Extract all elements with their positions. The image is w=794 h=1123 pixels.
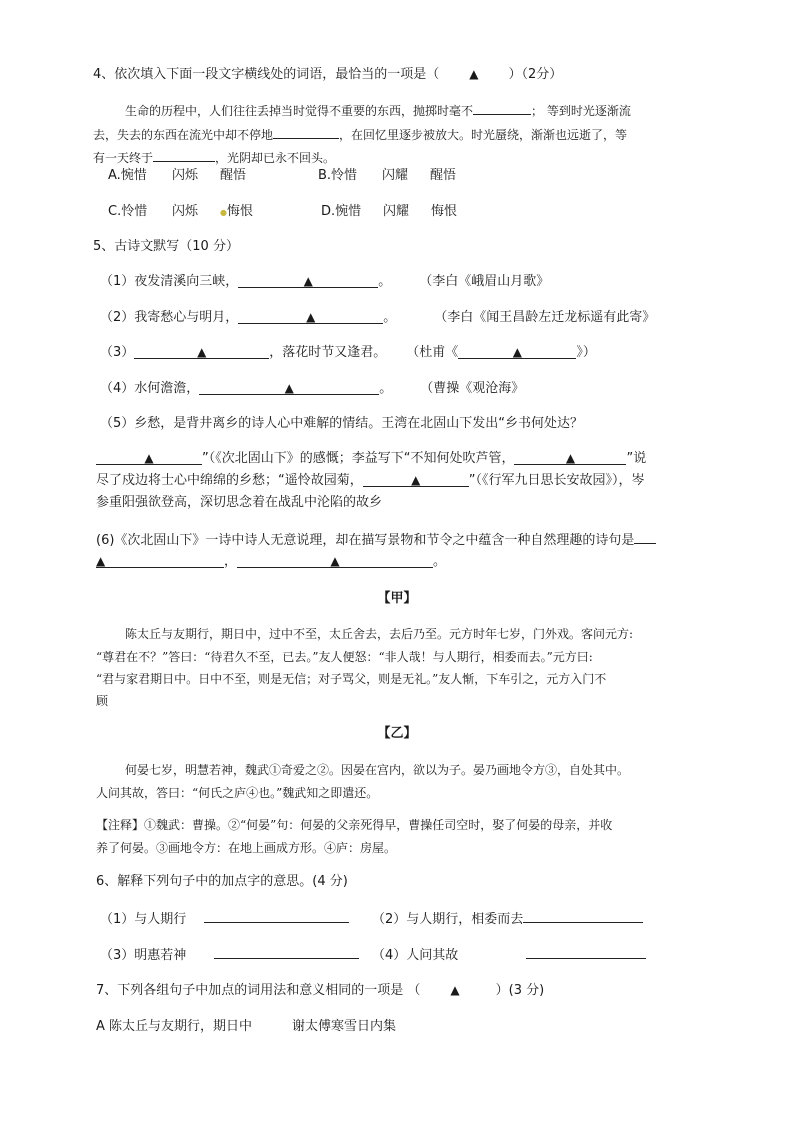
answer-blank[interactable] bbox=[523, 909, 643, 923]
blank[interactable]: ▲ bbox=[238, 310, 383, 324]
q5-line-3: （3） ▲ ，落花时节又逢君。 （杜甫《 ▲ 》） bbox=[100, 345, 596, 360]
q5-line-9: (6)《次北固山下》一诗中诗人无意说理，却在描写景物和节令之中蕴含一种自然理趣的诗句是 bbox=[96, 530, 656, 550]
yi-line-2: 人问其故，答曰：“何氏之庐④也。”魏武知之即遣还。 bbox=[96, 786, 379, 800]
blank[interactable] bbox=[473, 101, 531, 115]
blank[interactable]: ▲ bbox=[514, 451, 626, 465]
blank[interactable]: ▲ bbox=[363, 473, 469, 487]
answer-blank[interactable] bbox=[526, 945, 646, 959]
q4-option-b[interactable]: B.怜惜 闪耀 醒悟 bbox=[318, 168, 457, 183]
q5-line-2: （2）我寄愁心与明月， ▲ 。 （李白《闻王昌龄左迁龙标遥有此寄》 bbox=[100, 310, 656, 325]
q5-line-7: 尽了戍边将士心中绵绵的乡愁；“遥怜故园菊， ▲ ”（《行军九日思长安故园》），岑 bbox=[96, 473, 645, 488]
q5-line-8: 参重阳强欲登高，深切思念着在战乱中沦陷的故乡 bbox=[96, 495, 383, 510]
blank[interactable]: ▲ bbox=[199, 381, 379, 395]
yi-note-2: 养了何晏。③画地令方：在地上画成方形。④庐：房屋。 bbox=[96, 841, 397, 855]
q5-line-5: （5）乡愁，是背井离乡的诗人心中难解的情结。王湾在北固山下发出“乡书何处达？ bbox=[100, 416, 584, 431]
q4-passage-line-1: 生命的历程中，人们往往丢掉当时觉得不重要的东西，抛掷时毫不 ； 等到时光逐渐流 bbox=[125, 101, 631, 120]
answer-blank[interactable] bbox=[214, 945, 359, 959]
q5-line-6: ▲ ”（《次北固山下》的感慨；李益写下“不知何处吹芦管， ▲ ”说 bbox=[96, 450, 646, 468]
q4-passage-line-2: 去，失去的东西在流光中却不停地 ，在回忆里逐步被放大。时光蜃绕，渐渐也远逝了，等 bbox=[93, 125, 627, 144]
answer-blank[interactable] bbox=[204, 909, 349, 923]
q6-title: 6、解释下列句子中的加点字的意思。(4 分) bbox=[96, 874, 348, 889]
yi-line-1: 何晏七岁，明慧若神，魏武①奇爱之②。因晏在宫内，欲以为子。晏乃画地令方③，自处其中。 bbox=[125, 763, 630, 777]
blank[interactable]: ▲ bbox=[96, 451, 202, 465]
q6-item-4: （4）人问其故 bbox=[372, 945, 646, 965]
q6-item-2: （2）与人期行，相委而去 bbox=[372, 909, 643, 929]
answer-triangle: ▲ bbox=[469, 67, 479, 81]
yi-note-1: 【注释】①魏武：曹操。②“何晏”句：何晏的父亲死得早，曹操任司空时，娶了何晏的母亲，并收 bbox=[96, 818, 613, 832]
q4-option-d[interactable]: D.惋惜 闪耀 悔恨 bbox=[321, 204, 458, 219]
q5-line-10: ▲ ， ▲ 。 bbox=[96, 554, 447, 569]
q7-stem: 7、下列各组句子中加点的词用法和意义相同的一项是 （ ▲ ）(3 分) bbox=[96, 983, 545, 998]
blank[interactable]: ▲ bbox=[134, 345, 269, 359]
blank[interactable] bbox=[153, 148, 215, 162]
blank[interactable] bbox=[634, 530, 656, 544]
q7-option-a[interactable]: A 陈太丘与友期行，期日中 谢太傅寒雪日内集 bbox=[96, 1019, 397, 1034]
blank[interactable]: ▲ bbox=[237, 554, 433, 568]
q5-line-1: （1）夜发清溪向三峡， ▲ 。 （李白《峨眉山月歌》 bbox=[100, 274, 550, 289]
q6-item-3: （3）明惠若神 bbox=[100, 945, 359, 965]
jia-line-1: 陈太丘与友期行，期日中，过中不至，太丘舍去，去后乃至。元方时年七岁，门外戏。客问元方: bbox=[125, 627, 634, 641]
blank[interactable]: ▲ bbox=[96, 554, 224, 568]
jia-line-3: “君与家君期日中。日中不至，则是无信；对子骂父，则是无礼。”友人惭，下车引之，元方入门不 bbox=[96, 672, 607, 686]
q6-item-1: （1）与人期行 bbox=[100, 909, 349, 929]
answer-triangle: ▲ bbox=[450, 983, 460, 997]
jia-line-2: “尊君在不？”答曰：“待君久不至，已去。”友人便怒：“非人哉！与人期行，相委而去。”元方曰: bbox=[96, 650, 593, 664]
q4-stem: 4、依次填入下面一段文字横线处的词语，最恰当的一项是（ ▲ ）（2分） bbox=[93, 67, 563, 82]
q5-line-4: （4）水何澹澹， ▲ 。 （曹操《观沧海》 bbox=[100, 381, 525, 396]
blank[interactable]: ▲ bbox=[458, 345, 576, 359]
q4-option-c[interactable]: C.怜惜 闪烁 ●悔恨 bbox=[108, 204, 253, 219]
q5-title: 5、古诗文默写（10 分） bbox=[93, 239, 239, 254]
blank[interactable]: ▲ bbox=[238, 274, 378, 288]
passage-jia-title: 【甲】 bbox=[377, 591, 417, 606]
dot-mark: ● bbox=[220, 208, 227, 217]
q4-passage-line-3: 有一天终于 ，光阴却已永不回头。 bbox=[93, 148, 335, 167]
passage-yi-title: 【乙】 bbox=[377, 726, 417, 741]
blank[interactable] bbox=[273, 125, 339, 139]
q4-option-a[interactable]: A.惋惜 闪烁 醒悟 bbox=[108, 168, 247, 183]
jia-line-4: 顾 bbox=[96, 694, 109, 708]
